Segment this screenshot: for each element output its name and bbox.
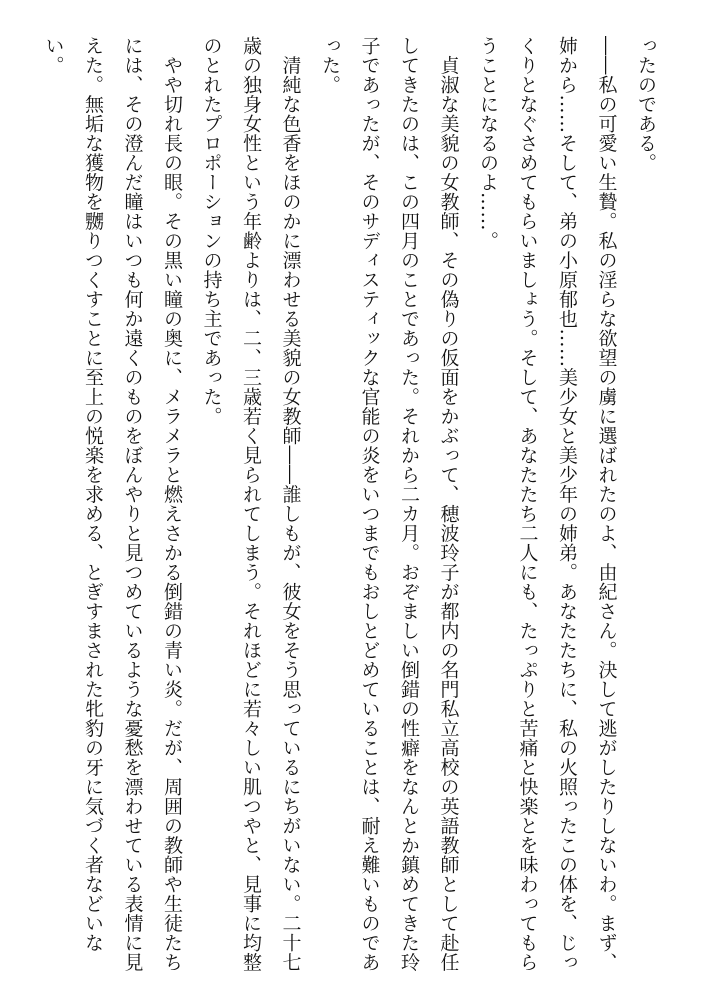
paragraph: やや切れ長の眼。その黒い瞳の奥に、メラメラと燃えさかる倒錯の青い炎。だが、周囲の教師や生徒たちには、その澄んだ瞳はいつも何か遠くのものをぼんやりと見つめているような憂愁を漂わせている表情に見えた。無垢な獲物を嬲りつくすことに至上の悦楽を求める、とぎすまされた牝豹の牙に気づく者などいない。 bbox=[42, 36, 183, 972]
novel-text-block bbox=[33, 36, 665, 976]
paragraph: ――私の可愛い生贄。私の淫らな欲望の虜に選ばれたのよ、由紀さん。決して逃がしたりしないわ。まず、姉から……そして、弟の小原郁也……美少女と美少年の姉弟。あなたたちに、私の火照ったこの体を、じっくりとなぐさめてもらいましょう。そして、あなたたち二人にも、たっぷりと苦痛と快楽とを味わってもらうことになるのよ……。 bbox=[477, 36, 618, 972]
paragraph: 清純な色香をほのかに漂わせる美貌の女教師――誰しもが、彼女をそう思っているにちがいない。二十七歳の独身女性という年齢よりは、二、三歳若く見られてしまう。それほどに若々しい肌つやと、見事に均整のとれたプロポーションの持ち主であった。 bbox=[200, 36, 302, 972]
paragraph: ったのである。 bbox=[635, 36, 657, 173]
paragraph: 貞淑な美貌の女教師、その偽りの仮面をかぶって、穂波玲子が都内の名門私立高校の英語教師として赴任してきたのは、この四月のことであった。それから二カ月。おぞましい倒錯の性癖をなんとか鎮めてきた玲子であったが、そのサディスティックな官能の炎をいつまでもおしとどめていることは、耐え難いものであった。 bbox=[319, 36, 460, 972]
